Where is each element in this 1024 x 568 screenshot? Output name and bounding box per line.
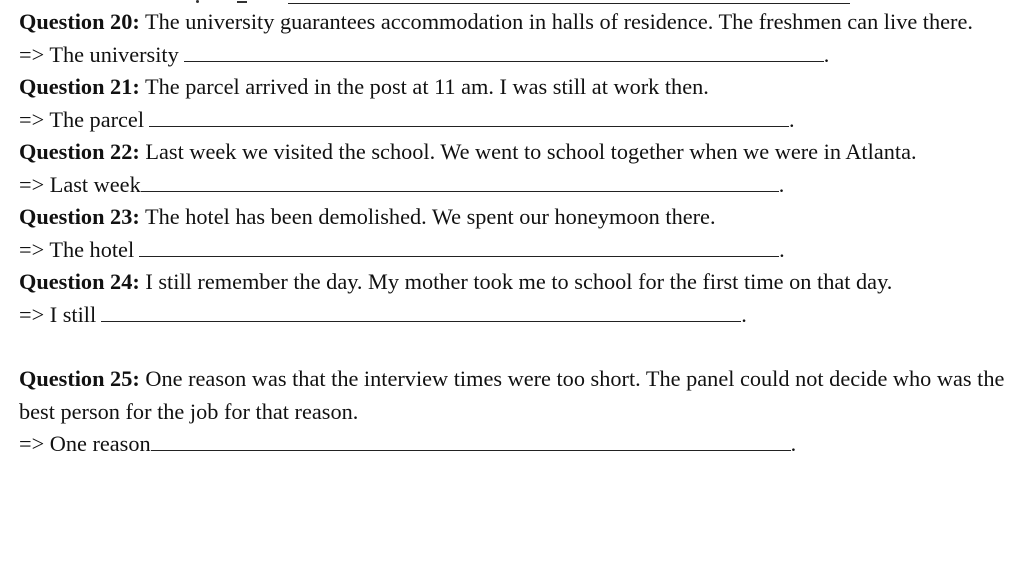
question-label: Question 21: — [19, 74, 140, 99]
answer-end: . — [741, 301, 747, 327]
answer-end: . — [779, 236, 785, 262]
question-text — [19, 136, 1020, 169]
question-text — [19, 363, 1020, 428]
answer-end: . — [789, 106, 795, 132]
answer-line — [19, 234, 1020, 267]
answer-prompt: => The parcel — [19, 106, 145, 132]
answer-line — [19, 428, 1020, 461]
answer-blank[interactable] — [184, 39, 824, 62]
answer-end: . — [823, 41, 830, 67]
answer-line — [19, 39, 1020, 72]
answer-line — [19, 104, 1020, 137]
question-text — [19, 6, 1020, 39]
answer-end: . — [778, 171, 785, 197]
cropped-text-fragment — [196, 0, 199, 3]
answer-prompt: => The hotel — [19, 236, 135, 262]
answer-prompt: => Last week — [19, 171, 141, 197]
question-text — [19, 201, 1020, 234]
question-20 — [19, 6, 1020, 71]
answer-blank[interactable] — [149, 104, 789, 127]
question-sentence: The university guarantees accommodation in halls of residence. The freshmen can live there. — [144, 9, 973, 34]
answer-line — [19, 169, 1020, 202]
question-label: Question 22: — [19, 139, 140, 164]
question-sentence: The hotel has been demolished. We spent our honeymoon there. — [144, 204, 716, 229]
cropped-text-fragment — [237, 1, 247, 3]
question-23 — [19, 201, 1020, 266]
question-24 — [19, 266, 1020, 331]
question-21 — [19, 71, 1020, 136]
question-sentence: The parcel arrived in the post at 11 am. I was still at work then. — [144, 74, 709, 99]
question-label: Question 25: — [19, 366, 140, 391]
question-22 — [19, 136, 1020, 201]
question-text — [19, 71, 1020, 104]
question-sentence: One reason was that the interview times were too short. The panel could not decide who was the best person for the job for that reason. — [19, 366, 1005, 424]
question-sentence: Last week we visited the school. We went to school together when we were in Atlanta. — [145, 139, 917, 164]
question-label: Question 23: — [19, 204, 140, 229]
answer-prompt: => One reason — [19, 431, 151, 456]
spacer — [19, 331, 1020, 363]
answer-blank[interactable] — [151, 428, 791, 451]
question-sentence: I still remember the day. My mother took me to school for the first time on that day. — [145, 269, 893, 294]
previous-answer-line — [288, 3, 850, 4]
question-label: Question 24: — [19, 269, 140, 294]
question-label: Question 20: — [19, 9, 140, 34]
answer-end: . — [790, 431, 797, 456]
answer-prompt: => I still — [19, 301, 97, 327]
question-text — [19, 266, 1020, 299]
question-25 — [19, 363, 1020, 461]
worksheet — [19, 6, 1020, 461]
answer-prompt: => The university — [19, 41, 179, 67]
answer-blank[interactable] — [139, 234, 779, 257]
answer-line — [19, 299, 1020, 332]
answer-blank[interactable] — [141, 169, 779, 192]
answer-blank[interactable] — [101, 299, 741, 322]
